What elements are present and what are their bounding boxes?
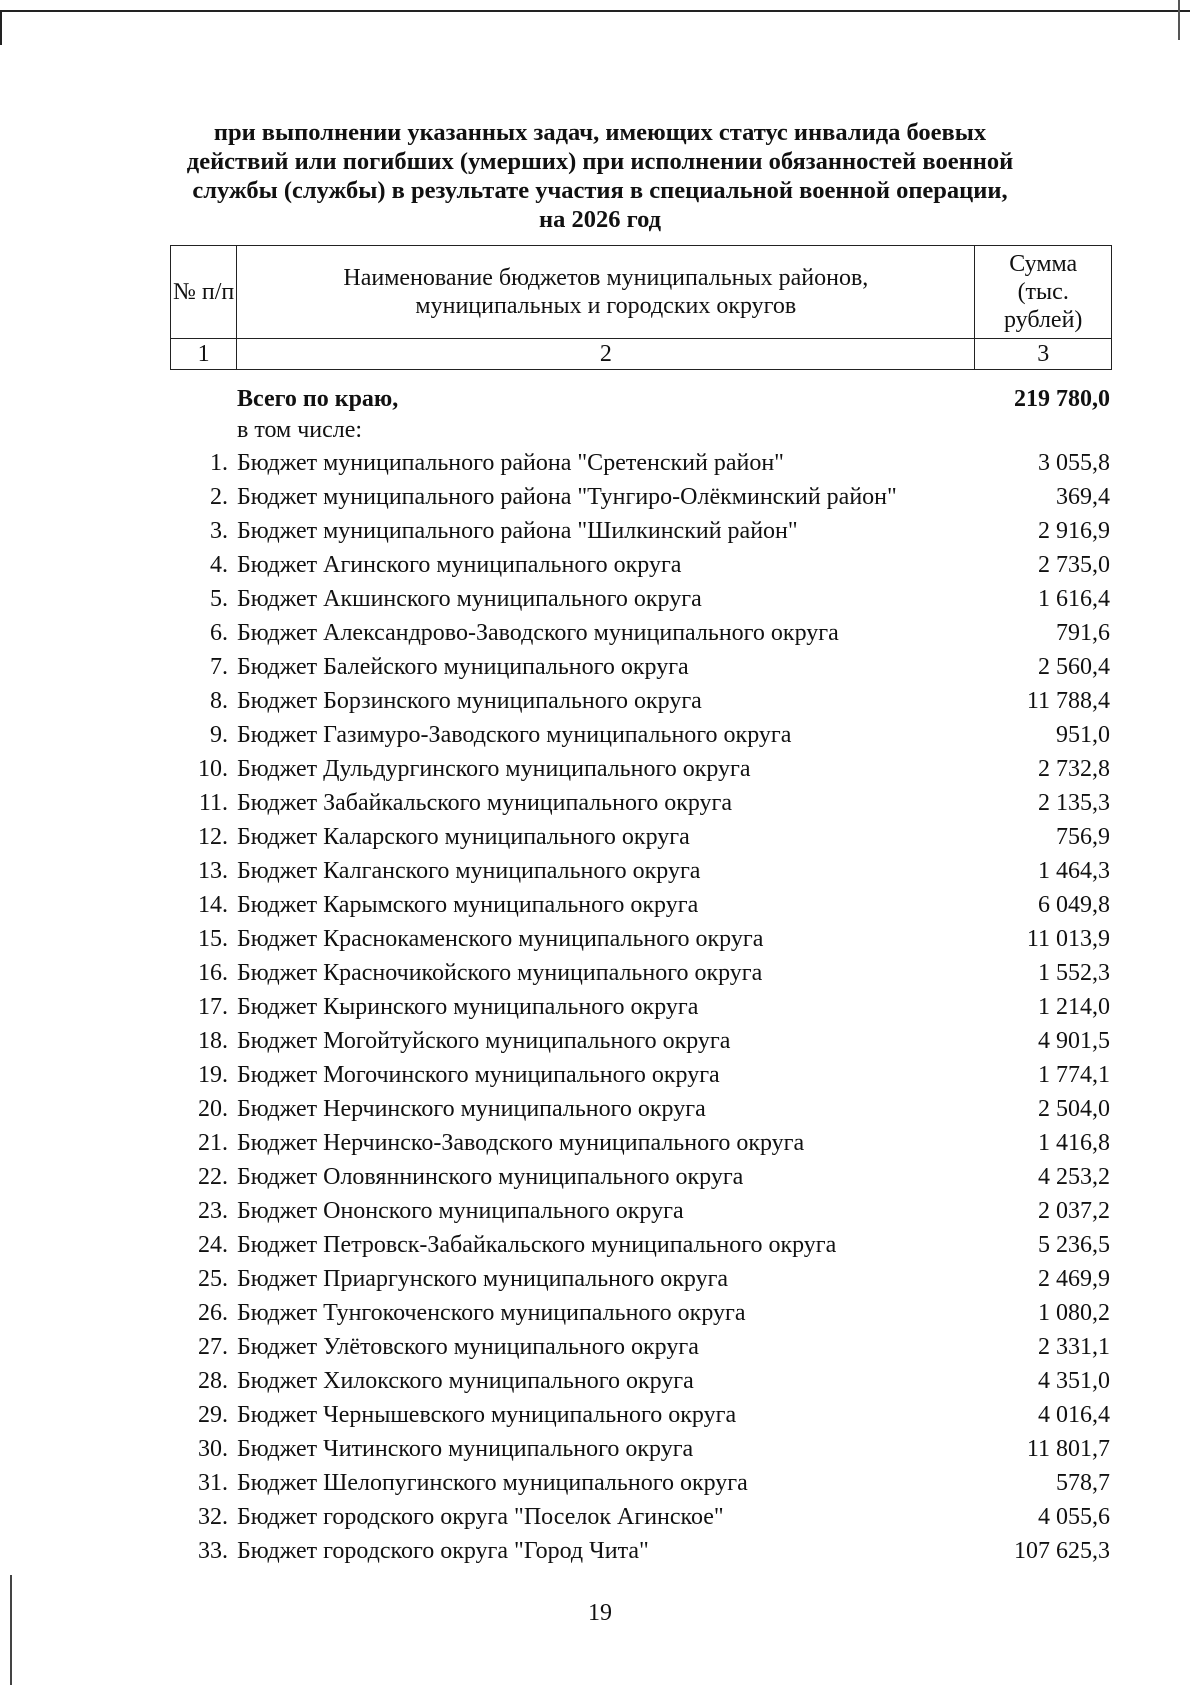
row-name: Бюджет муниципального района "Шилкинский район" [237, 518, 798, 544]
row-name: Бюджет Чернышевского муниципального округа [237, 1402, 737, 1428]
table-row [170, 514, 1112, 548]
row-name: Бюджет Оловяннинского муниципального округа [237, 1164, 744, 1190]
table-header [170, 245, 1112, 370]
row-sum: 4 253,2 [1038, 1164, 1110, 1190]
row-sum: 2 560,4 [1038, 654, 1110, 680]
table-row [170, 1500, 1112, 1534]
row-name: Бюджет Карымского муниципального округа [237, 892, 699, 918]
row-sum: 107 625,3 [1014, 1538, 1110, 1564]
table-row [170, 854, 1112, 888]
row-number: 15. [198, 926, 228, 952]
subtotal-caption: в том числе: [237, 417, 363, 443]
row-name: Бюджет Петровск-Забайкальского муниципального округа [237, 1232, 837, 1258]
row-number: 20. [198, 1096, 228, 1122]
table-row [170, 582, 1112, 616]
row-sum: 1 616,4 [1038, 586, 1110, 612]
row-number: 14. [198, 892, 228, 918]
table-row [170, 718, 1112, 752]
table-row [170, 684, 1112, 718]
row-name: Бюджет Приаргунского муниципального округа [237, 1266, 729, 1292]
row-sum: 4 055,6 [1038, 1504, 1110, 1530]
table-row [170, 548, 1112, 582]
row-sum: 369,4 [1056, 484, 1110, 510]
row-name: Бюджет Дульдургинского муниципального округа [237, 756, 751, 782]
total-row [170, 382, 1112, 416]
row-number: 32. [198, 1504, 228, 1530]
row-sum: 11 788,4 [1026, 688, 1110, 714]
table-row [170, 1364, 1112, 1398]
row-sum: 4 901,5 [1038, 1028, 1110, 1054]
table-row [170, 1126, 1112, 1160]
table-row [170, 1466, 1112, 1500]
row-sum: 4 351,0 [1038, 1368, 1110, 1394]
document-title [150, 118, 1050, 234]
row-number: 19. [198, 1062, 228, 1088]
table-row [170, 1092, 1112, 1126]
table-row [170, 1228, 1112, 1262]
title-line: действий или погибших (умерших) при исполнении обязанностей военной [186, 148, 1014, 175]
row-sum: 1 214,0 [1038, 994, 1110, 1020]
row-number: 12. [198, 824, 228, 850]
table-row [170, 1432, 1112, 1466]
table-row [170, 1330, 1112, 1364]
row-sum: 1 416,8 [1038, 1130, 1110, 1156]
header-sum-label: Сумма (тыс. рублей) [1003, 251, 1083, 333]
row-sum: 756,9 [1056, 824, 1110, 850]
row-sum: 2 916,9 [1038, 518, 1110, 544]
total-label: Всего по краю, [237, 386, 399, 412]
header-name [237, 246, 975, 339]
row-name: Бюджет городского округа "Город Чита" [237, 1538, 649, 1564]
row-sum: 11 013,9 [1026, 926, 1110, 952]
header-index-3: 3 [975, 339, 1112, 370]
row-number: 6. [210, 620, 228, 646]
header-sum [975, 246, 1112, 339]
row-number: 28. [198, 1368, 228, 1394]
row-name: Бюджет Краснокаменского муниципального округа [237, 926, 764, 952]
row-name: Бюджет Нерчинско-Заводского муниципального округа [237, 1130, 805, 1156]
table-row [170, 616, 1112, 650]
table-row [170, 956, 1112, 990]
table-row [170, 990, 1112, 1024]
title-line: на 2026 год [538, 206, 662, 233]
table-row [170, 888, 1112, 922]
scan-border-left-lower [10, 1575, 12, 1685]
row-number: 16. [198, 960, 228, 986]
row-name: Бюджет Хилокского муниципального округа [237, 1368, 694, 1394]
total-value: 219 780,0 [1014, 386, 1110, 412]
row-number: 33. [198, 1538, 228, 1564]
header-index-2: 2 [237, 339, 975, 370]
row-name: Бюджет Забайкальского муниципального округа [237, 790, 733, 816]
table-row [170, 1194, 1112, 1228]
row-name: Бюджет Кыринского муниципального округа [237, 994, 699, 1020]
row-sum: 6 049,8 [1038, 892, 1110, 918]
row-name: Бюджет Шелопугинского муниципального округа [237, 1470, 748, 1496]
row-sum: 1 552,3 [1038, 960, 1110, 986]
row-number: 18. [198, 1028, 228, 1054]
table-row [170, 820, 1112, 854]
row-sum: 2 037,2 [1038, 1198, 1110, 1224]
row-number: 31. [198, 1470, 228, 1496]
row-number: 7. [210, 654, 228, 680]
header-number [171, 246, 237, 339]
row-name: Бюджет Улётовского муниципального округа [237, 1334, 699, 1360]
row-name: Бюджет городского округа "Поселок Агинское" [237, 1504, 724, 1530]
row-number: 9. [210, 722, 228, 748]
row-sum: 2 735,0 [1038, 552, 1110, 578]
row-name: Бюджет Каларского муниципального округа [237, 824, 690, 850]
table-row [170, 446, 1112, 480]
row-number: 11. [198, 790, 228, 816]
scan-border-left [0, 10, 2, 45]
row-number: 5. [210, 586, 228, 612]
row-sum: 1 774,1 [1038, 1062, 1110, 1088]
row-number: 8. [210, 688, 228, 714]
row-name: Бюджет Калганского муниципального округа [237, 858, 701, 884]
table-row [170, 752, 1112, 786]
row-sum: 2 732,8 [1038, 756, 1110, 782]
row-name: Бюджет Нерчинского муниципального округа [237, 1096, 706, 1122]
table-row [170, 786, 1112, 820]
subtotal-caption-row [170, 416, 1112, 446]
table-row [170, 1534, 1112, 1568]
row-sum: 4 016,4 [1038, 1402, 1110, 1428]
header-index-1: 1 [171, 339, 237, 370]
row-name: Бюджет муниципального района "Сретенский район" [237, 450, 784, 476]
scan-border-right [1178, 0, 1180, 40]
row-sum: 578,7 [1056, 1470, 1110, 1496]
row-name: Бюджет Газимуро-Заводского муниципального округа [237, 722, 792, 748]
budget-list [170, 382, 1112, 1568]
row-name: Бюджет Александрово-Заводского муниципального округа [237, 620, 839, 646]
row-sum: 3 055,8 [1038, 450, 1110, 476]
row-name: Бюджет Акшинского муниципального округа [237, 586, 702, 612]
table-row [170, 1398, 1112, 1432]
row-sum: 791,6 [1056, 620, 1110, 646]
row-sum: 2 469,9 [1038, 1266, 1110, 1292]
row-sum: 2 135,3 [1038, 790, 1110, 816]
row-number: 1. [210, 450, 228, 476]
table-row [170, 1024, 1112, 1058]
row-number: 10. [198, 756, 228, 782]
row-number: 22. [198, 1164, 228, 1190]
row-name: Бюджет Борзинского муниципального округа [237, 688, 702, 714]
row-number: 26. [198, 1300, 228, 1326]
row-name: Бюджет Могойтуйского муниципального округа [237, 1028, 731, 1054]
row-number: 25. [198, 1266, 228, 1292]
row-sum: 2 504,0 [1038, 1096, 1110, 1122]
table-row [170, 1296, 1112, 1330]
row-number: 17. [198, 994, 228, 1020]
page-number: 19 [588, 1600, 612, 1626]
row-name: Бюджет муниципального района "Тунгиро-Олёкминский район" [237, 484, 897, 510]
row-number: 2. [210, 484, 228, 510]
row-number: 13. [198, 858, 228, 884]
row-number: 30. [198, 1436, 228, 1462]
row-number: 24. [198, 1232, 228, 1258]
title-line: службы (службы) в результате участия в специальной военной операции, [192, 177, 1008, 204]
row-name: Бюджет Красночикойского муниципального округа [237, 960, 763, 986]
row-sum: 5 236,5 [1038, 1232, 1110, 1258]
row-name: Бюджет Тунгокоченского муниципального округа [237, 1300, 746, 1326]
table-row [170, 1160, 1112, 1194]
row-name: Бюджет Читинского муниципального округа [237, 1436, 694, 1462]
row-sum: 11 801,7 [1026, 1436, 1110, 1462]
title-line: при выполнении указанных задач, имеющих статус инвалида боевых [213, 119, 987, 146]
header-number-label: № п/п [173, 279, 235, 305]
row-name: Бюджет Агинского муниципального округа [237, 552, 682, 578]
row-sum: 1 464,3 [1038, 858, 1110, 884]
table-row [170, 1262, 1112, 1296]
row-name: Бюджет Балейского муниципального округа [237, 654, 689, 680]
row-sum: 1 080,2 [1038, 1300, 1110, 1326]
row-number: 29. [198, 1402, 228, 1428]
header-name-label: Наименование бюджетов муниципальных районов, муниципальных и городских округов [343, 265, 869, 319]
table-row [170, 650, 1112, 684]
scan-border-top [0, 10, 1190, 12]
table-row [170, 1058, 1112, 1092]
row-number: 21. [198, 1130, 228, 1156]
row-number: 4. [210, 552, 228, 578]
row-name: Бюджет Могочинского муниципального округа [237, 1062, 720, 1088]
row-number: 3. [210, 518, 228, 544]
table-row [170, 480, 1112, 514]
table-row [170, 922, 1112, 956]
row-number: 23. [198, 1198, 228, 1224]
row-number: 27. [198, 1334, 228, 1360]
row-name: Бюджет Ононского муниципального округа [237, 1198, 684, 1224]
row-sum: 951,0 [1056, 722, 1110, 748]
row-sum: 2 331,1 [1038, 1334, 1110, 1360]
